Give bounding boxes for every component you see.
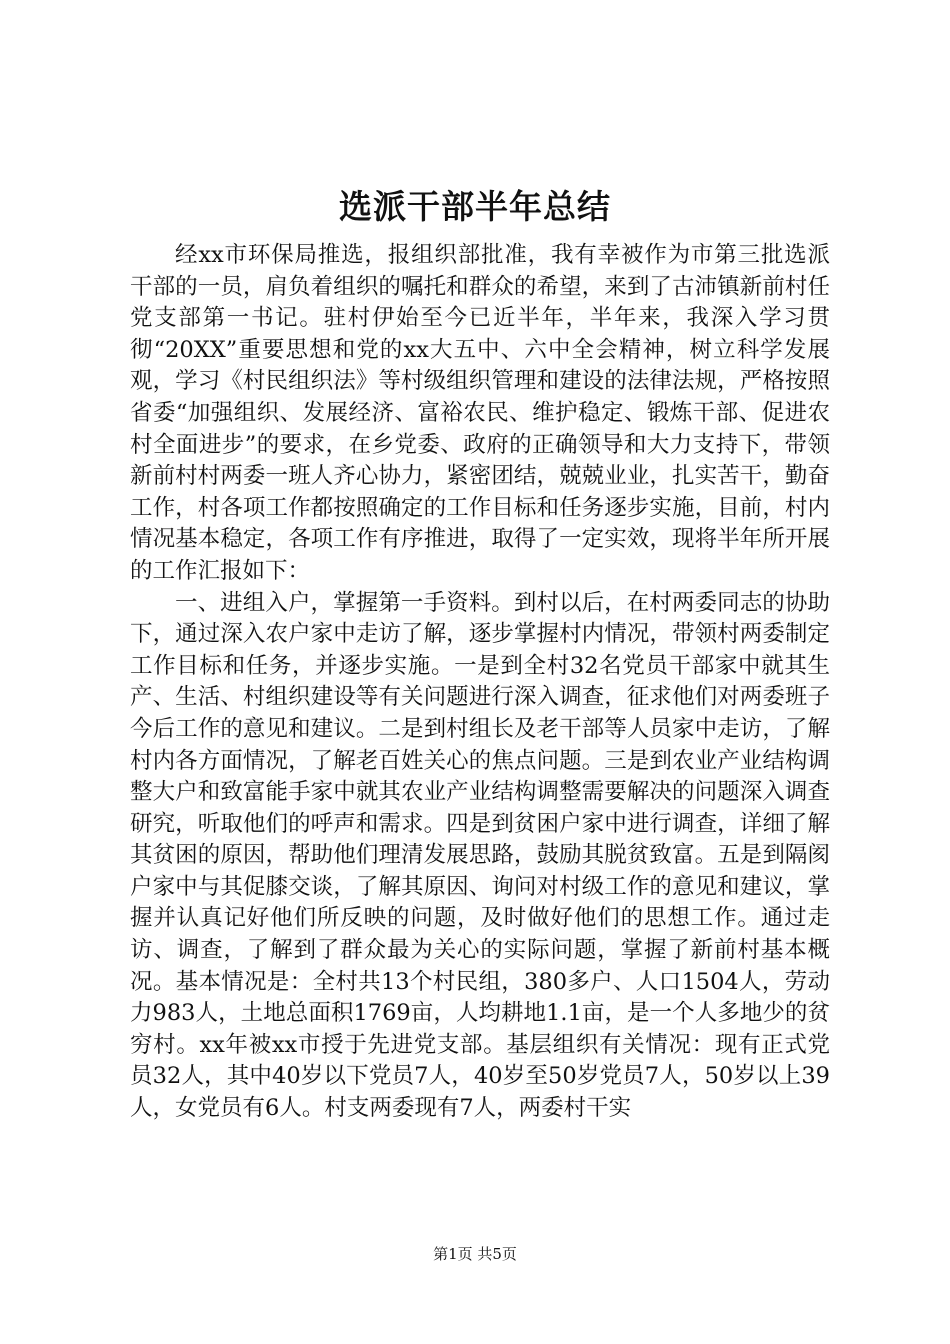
page-number-footer: 第1页 共5页 — [433, 1245, 517, 1263]
paragraph-intro: 经xx市环保局推选，报组织部批准，我有幸被作为市第三批选派干部的一员，肩负着组织的嘱托和群众的希望，来到了古沛镇新前村任党支部第一书记。驻村伊始至今已近半年，半年来，我深入学习贯彻“20XX”重要思想和党的xx大五中、六中全会精神，树立科学发展观，学习《村民组织法》等村级组织管理和建设的法律法规，严格按照省委“加强组织、发展经济、富裕农民、维护稳定、锻炼干部、促进农村全面进步”的要求，在乡党委、政府的正确领导和大力支持下，带领新前村村两委一班人齐心协力，紧密团结，兢兢业业，扎实苦干，勤奋工作，村各项工作都按照确定的工作目标和任务逐步实施，目前，村内情况基本稳定，各项工作有序推进，取得了一定实效，现将半年所开展的工作汇报如下： — [130, 242, 830, 584]
document-title: 选派干部半年总结 — [339, 187, 611, 226]
document-body — [130, 240, 830, 1125]
paragraph-section-one: 一、进组入户，掌握第一手资料。到村以后，在村两委同志的协助下，通过深入农户家中走访了解，逐步掌握村内情况，带领村两委制定工作目标和任务，并逐步实施。一是到全村32名党员干部家中就其生产、生活、村组织建设等有关问题进行深入调查，征求他们对两委班子今后工作的意见和建议。二是到村组长及老干部等人员家中走访，了解村内各方面情况，了解老百姓关心的焦点问题。三是到农业产业结构调整大户和致富能手家中就其农业产业结构调整需要解决的问题深入调查研究，听取他们的呼声和需求。四是到贫困户家中进行调查，详细了解其贫困的原因，帮助他们理清发展思路，鼓励其脱贫致富。五是到隔阂户家中与其促膝交谈，了解其原因、询问对村级工作的意见和建议，掌握并认真记好他们所反映的问题，及时做好他们的思想工作。通过走访、调查，了解到了群众最为关心的实际问题，掌握了新前村基本概况。基本情况是：全村共13个村民组，380多户、人口1504人，劳动力983人，土地总面积1769亩，人均耕地1.1亩，是一个人多地少的贫穷村。xx年被xx市授于先进党支部。基层组织有关情况：现有正式党员32人，其中40岁以下党员7人，40岁至50岁党员7人，50岁以上39人，女党员有6人。村支两委现有7人，两委村干实 — [130, 589, 830, 1122]
